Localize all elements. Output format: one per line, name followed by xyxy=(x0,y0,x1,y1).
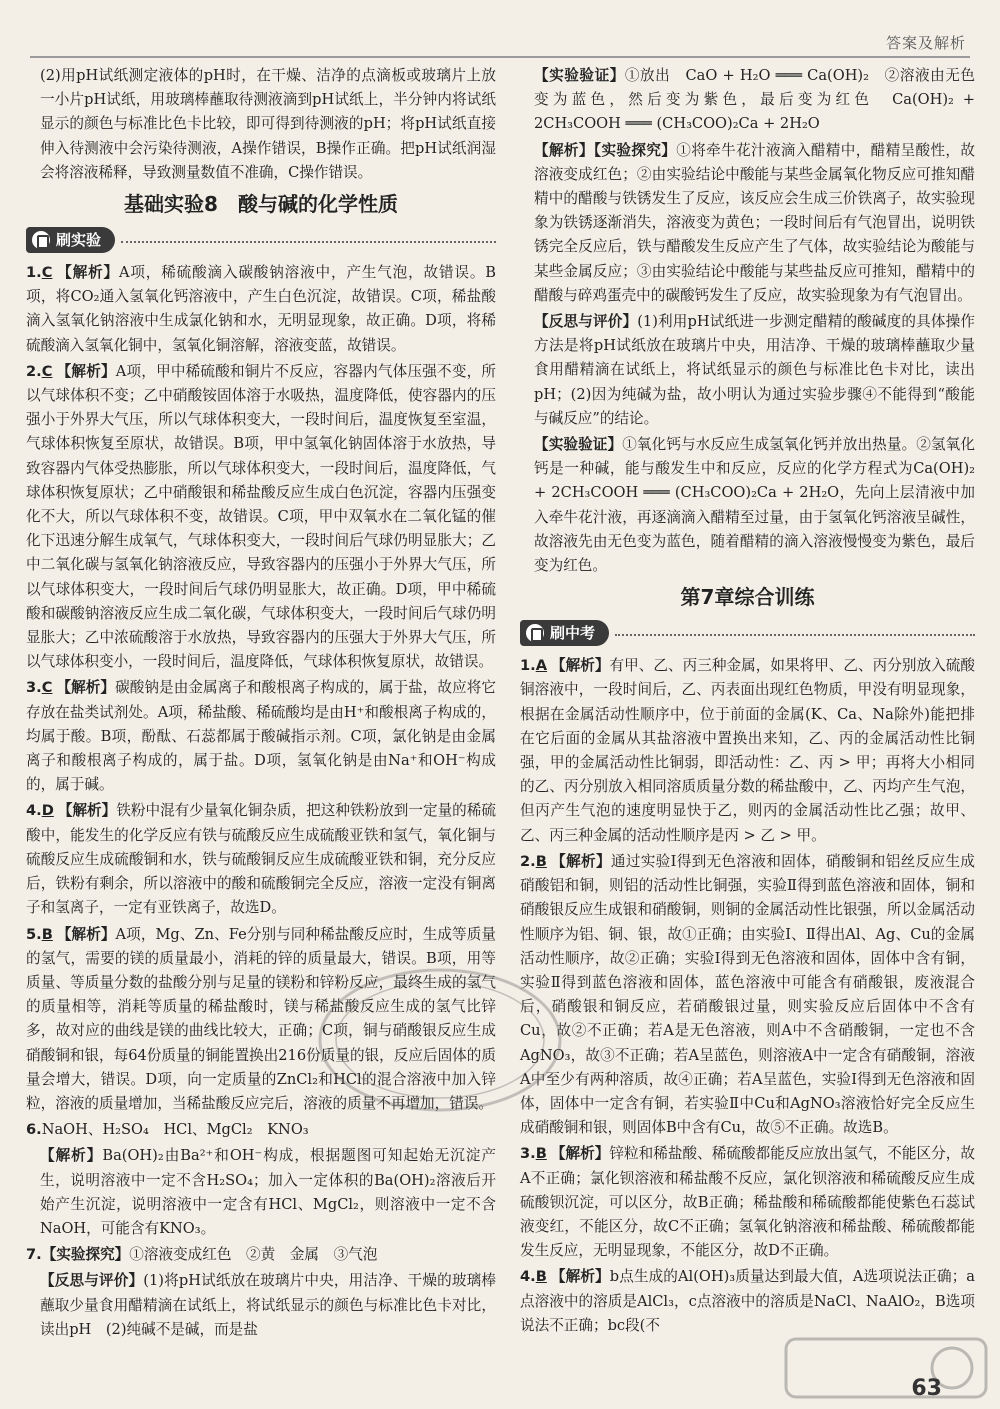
badge-label: 刷中考 xyxy=(550,624,596,643)
answer-choice: C xyxy=(41,679,53,697)
item-label: 【解析】 xyxy=(56,362,116,380)
answer-item xyxy=(26,923,496,1117)
item-label: 【解析】 xyxy=(550,852,611,870)
section-title-chapter-7: 第7章综合训练 xyxy=(680,585,815,610)
item-text: ①将牵牛花汁液滴入醋精中，醋精呈酸性，故溶液变成红色；②由实验结论中酸能与某些金属氧化物反应可推知醋精中的醋酸与铁锈发生了反应，该反应会生成三价铁离子，故实验现象为铁锈逐渐消失，溶液变为黄色；一段时间后有气泡冒出，说明铁锈完全反应后，铁与醋酸发生反应产生了气体，故实验结论为酸能与某些金属反应；③由实验结论中酸能与某些盐反应可推知，醋精中的醋酸与碎鸡蛋壳中的碳酸钙发生了反应，故实验现象为有气泡冒出。 xyxy=(534,141,975,304)
book-icon xyxy=(526,624,544,642)
answer-item xyxy=(520,850,975,1140)
book-icon xyxy=(32,231,50,249)
item-text: 锌粒和稀盐酸、稀硫酸都能反应放出氢气，不能区分，故A不正确；氯化钡溶液和稀盐酸不反应，氯化钡溶液和稀硫酸反应生成硫酸钡沉淀，可以区分，故B正确；稀盐酸和稀硫酸都能使紫色石蕊试液变红，不能区分，故C不正确；氢氧化钠溶液和稀盐酸、稀硫酸都能发生反应，无明显现象，不能区分，故D不正确。 xyxy=(520,1145,975,1260)
item-label: 【解析】 xyxy=(56,264,119,282)
item-text: A项，Mg、Zn、Fe分别与同种稀盐酸反应时，生成等质量的氢气，需要的镁的质量最小，消耗的锌的质量最大，错误。B项，用等质量、等质量分数的盐酸分别与足量的镁粉和锌粉反应，最终生成的氢气的质量相等，消耗等质量的稀盐酸时，镁与稀盐酸反应生成的氢气比锌多，故对应的曲线是镁的曲线比较大，正确；C项，铜与硝酸银反应生成硝酸铜和银，每64份质量的铜能置换出216份质量的银，反应后固体的质量会增大，错误。D项，向一定质量的ZnCl₂和HCl的混合溶液中加入锌粒，溶液的质量增加，当稀盐酸反应完后，溶液的质量不再增加，错误。 xyxy=(26,925,496,1112)
item-number: 2. xyxy=(26,362,42,380)
section-title-experiment-8: 基础实验8 酸与碱的化学性质 xyxy=(124,192,398,217)
item-label: 【实验验证】 xyxy=(534,436,623,454)
right-answer-list xyxy=(520,64,975,578)
item-text: 碳酸钠是由金属离子和酸根离子构成的，属于盐，故应将它存放在盐类试剂处。A项，稀盐酸、稀硫酸均是由H⁺和酸根离子构成的，均属于酸。B项，酚酞、石蕊都属于酸碱指示剂。C项，氯化钠是由金属离子和酸根离子构成的，属于盐。D项，氢氧化钠是由Na⁺和OH⁻构成的，属于碱。 xyxy=(26,679,496,794)
answer-item xyxy=(520,310,975,431)
answer-item xyxy=(26,1118,496,1142)
item-label: 【实验验证】 xyxy=(534,67,625,84)
item-label: 【解析】 xyxy=(56,679,116,697)
answer-choice: A xyxy=(535,657,547,675)
right-answer-list-2 xyxy=(520,654,975,1338)
answer-choice: B xyxy=(41,925,53,943)
item-label: 【解析】 xyxy=(40,1147,103,1165)
item-number: 5. xyxy=(26,925,42,943)
answer-choice: C xyxy=(41,362,53,380)
answer-item xyxy=(520,654,975,848)
item-text: Ba(OH)₂由Ba²⁺和OH⁻构成，根据题图可知起始无沉淀产生，说明溶液中一定不含H₂SO₄；加入一定体积的Ba(OH)₂溶液后开始产生沉淀，说明溶液中一定含有HCl、MgCl₂，则溶液中一定不含NaOH，可能含有KNO₃。 xyxy=(40,1147,496,1237)
answer-choice: B xyxy=(535,852,547,870)
page-header xyxy=(0,0,1000,60)
item-number: 7. xyxy=(26,1246,42,1264)
header-title: 答案及解析 xyxy=(885,34,966,52)
answer-item xyxy=(520,433,975,578)
badge-label: 刷实验 xyxy=(56,230,102,249)
item-label: 【解析】 xyxy=(56,925,116,943)
item-label: 【实验探究】 xyxy=(41,1246,130,1264)
item-label: 【解析】 xyxy=(551,657,610,675)
item-text: b点生成的Al(OH)₃质量达到最大值，A选项说法正确；a点溶液中的溶质是AlCl₃，c点溶液中的溶质是NaCl、NaAlO₂，B选项说法不正确；bc段(不 xyxy=(520,1268,975,1334)
item-number: 1. xyxy=(26,264,42,282)
badge-pill xyxy=(520,620,609,646)
item-number: 2. xyxy=(520,852,536,870)
item-label: 【解析】【实验探究】 xyxy=(534,141,677,159)
answer-choice: D xyxy=(41,802,54,820)
item-label: 【解析】 xyxy=(57,802,117,820)
item-text: (1)利用pH试纸进一步测定醋精的酸碱度的具体操作方法是将pH试纸放在玻璃片中央，用洁净、干燥的玻璃棒蘸取少量食用醋精滴在试纸上，将试纸显示的颜色与标准比色卡对比，读出pH；(2)因为纯碱为盐，故小明认为通过实验步骤④不能得到“酸能与碱反应”的结论。 xyxy=(534,313,975,427)
answer-item xyxy=(26,1243,496,1267)
dotted-rule xyxy=(615,634,975,636)
answer-choice: B xyxy=(535,1145,547,1163)
intro-paragraph: (2)用pH试纸测定液体的pH时，在干燥、洁净的点滴板或玻璃片上放一小片pH试纸，用玻璃棒蘸取待测液滴到pH试纸上，半分钟内将试纸显示的颜色与标准比色卡比较，即可得到待测液的pH；将pH试纸直接伸入待测液中会污染待测液，A操作错误，B操作正确。把pH试纸润湿会将溶液稀释，导致测量数值不准确，C操作错误。 xyxy=(40,67,496,181)
dotted-rule xyxy=(121,241,496,243)
item-label: 【解析】 xyxy=(550,1268,610,1286)
answer-item xyxy=(520,1265,975,1338)
item-label: 【反思与评价】 xyxy=(534,313,638,331)
item-text: 有甲、乙、丙三种金属，如果将甲、乙、丙分别放入硫酸铜溶液中，一段时间后，乙、丙表面出现红色物质，甲没有明显现象，根据在金属活动性顺序中，位于前面的金属(K、Ca、Na除外)能把排在它后面的金属从其盐溶液中置换出来知，乙、丙的金属活动性比铜强，甲的金属活动性比铜弱，即活动性：乙、丙 > 甲；再将大小相同的乙、丙分别放入相同溶质质量分数的稀盐酸中，乙、丙均产生气泡，但丙产生气泡的速度明显快于乙，则丙的金属活动性比乙强；故甲、乙、丙三种金属的活动性顺序是丙 > 乙 > 甲。 xyxy=(520,657,975,844)
header-rule xyxy=(30,56,970,58)
item-label: 【解析】 xyxy=(550,1145,610,1163)
answer-choice: C xyxy=(41,264,53,282)
item-text: ①氧化钙与水反应生成氢氧化钙并放出热量。②氢氧化钙是一种碱，能与酸发生中和反应，反应的化学方程式为Ca(OH)₂ + 2CH₃COOH ═══ (CH₃COO)₂Ca + 2H₂O，先向上层清液中加入牵牛花汁液，再逐滴滴入醋精至过量，由于氢氧化钙溶液呈碱性，故溶液先由无色变为蓝色，随着醋精的滴入溶液慢慢变为紫色，最后变为红色。 xyxy=(534,436,975,575)
left-answer-list xyxy=(26,261,496,1342)
item-number: 4. xyxy=(26,802,42,820)
item-number: 4. xyxy=(520,1268,536,1286)
answer-item xyxy=(26,799,496,920)
page-number: 63 xyxy=(911,1376,942,1401)
item-text: A项，甲中稀硫酸和铜片不反应，容器内气体压强不变，所以气球体积不变；乙中硝酸铵固体溶于水吸热，温度降低，使容器内的压强小于外界大气压，所以气球体积变大，一段时间后，温度恢复至室温，气球体积恢复至原状，故错误。B项，甲中氢氧化钠固体溶于水放热，导致容器内气体受热膨胀，所以气球体积变大，一段时间后，温度降低，气球体积恢复原状；乙中硝酸银和稀盐酸反应生成白色沉淀，容器内压强变化不大，所以气球体积不变，故错误。C项，甲中双氧水在二氧化锰的催化下迅速分解生成氧气，气球体积变大，一段时间后气球仍明显胀大；乙中二氧化碳与氢氧化钠溶液反应，导致容器内的压强小于外界大气压，所以气球体积变大，一段时间后气球仍明显胀大，故正确。D项，甲中稀硫酸和碳酸钠溶液反应生成二氧化碳，气球体积变大，一段时间后气球仍明显胀大；乙中浓硫酸溶于水放热，导致容器内的压强大于外界大气压，所以气球体积变小，一段时间后，温度降低，气球体积恢复原状，故错误。 xyxy=(26,362,496,671)
item-number: 6. xyxy=(26,1121,42,1139)
answer-item xyxy=(26,676,496,797)
item-number: 3. xyxy=(520,1145,536,1163)
item-text: A项，稀硫酸滴入碳酸钠溶液中，产生气泡，故错误。B项，将CO₂通入氢氧化钙溶液中，产生白色沉淀，故错误。C项，稀盐酸滴入氢氧化钠溶液中生成氯化钠和水，无明显现象，故正确。D项，将稀硫酸滴入氢氧化铜中，氢氧化铜溶解，溶液变蓝，故错误。 xyxy=(26,264,496,354)
answer-item xyxy=(520,64,975,137)
answer-item xyxy=(26,1144,496,1241)
answer-item xyxy=(26,360,496,675)
answer-item xyxy=(520,1142,975,1263)
item-number: 3. xyxy=(26,679,42,697)
item-label: 【反思与评价】 xyxy=(40,1272,144,1290)
item-text: 通过实验Ⅰ得到无色溶液和固体，硝酸铜和铝丝反应生成硝酸铝和铜，则铝的活动性比铜强，实验Ⅱ得到蓝色溶液和固体，铜和硝酸银反应生成银和硝酸铜，则铜的金属活动性比银强，所以金属活动性顺序为铝、铜、银，故①正确；由实验Ⅰ、Ⅱ得出Al、Ag、Cu的金属活动性顺序，故②正确；实验Ⅰ得到无色溶液和固体，固体中含有铜，实验Ⅱ得到蓝色溶液和固体，蓝色溶液中可能含有硝酸银，废液混合后，硝酸银和铜反应，若硝酸银过量，则实验反应后固体中不含有Cu，故②不正确；若A是无色溶液，则A中不含硝酸铜，一定也不含AgNO₃，故③不正确；若A呈蓝色，则溶液A中一定含有硝酸铜，溶液A中至少有两种溶质，故④正确；若A呈蓝色，实验Ⅰ得到无色溶液和固体，固体中一定含有铜，若实验Ⅱ中Cu和AgNO₃溶液恰好完全反应生成硝酸铜和银，则固体B中含有Cu，故⑤不正确。故选B。 xyxy=(520,852,975,1137)
badge-shua-zhongkao xyxy=(520,618,975,648)
badge-pill xyxy=(26,227,115,253)
item-text: (1)将pH试纸放在玻璃片中央，用洁净、干燥的玻璃棒蘸取少量食用醋精滴在试纸上，将试纸显示的颜色与标准比色卡对比，读出pH (2)纯碱不是碱，而是盐 xyxy=(40,1272,496,1338)
item-number: 1. xyxy=(520,657,536,675)
corner-logo-icon xyxy=(782,1333,992,1403)
answer-item xyxy=(520,139,975,308)
answer-choice: B xyxy=(535,1268,547,1286)
right-column xyxy=(520,64,975,1340)
item-text: 铁粉中混有少量氧化铜杂质，把这种铁粉放到一定量的稀硫酸中，能发生的化学反应有铁与硫酸反应生成硫酸亚铁和氢气，氧化铜与硫酸反应生成硫酸铜和水，铁与硫酸铜反应生成硫酸亚铁和铜，充分反应后，铁粉有剩余，所以溶液中的酸和硫酸铜完全反应，溶液一定没有铜离子和氢离子，一定有亚铁离子，故选D。 xyxy=(26,802,496,917)
item-text: ①溶液变成红色 ②黄 金属 ③气泡 xyxy=(129,1246,378,1264)
badge-shua-shiyan xyxy=(26,225,496,255)
left-column xyxy=(26,64,496,1344)
item-text: ①放出 CaO + H₂O ═══ Ca(OH)₂ ②溶液由无色变为蓝色，然后变为紫色，最后变为红色 Ca(OH)₂ + 2CH₃COOH ═══ (CH₃COO)₂Ca + 2H₂O xyxy=(534,67,975,133)
item-text: NaOH、H₂SO₄ HCl、MgCl₂ KNO₃ xyxy=(41,1121,309,1139)
answer-item xyxy=(26,261,496,358)
answer-item xyxy=(26,1269,496,1342)
